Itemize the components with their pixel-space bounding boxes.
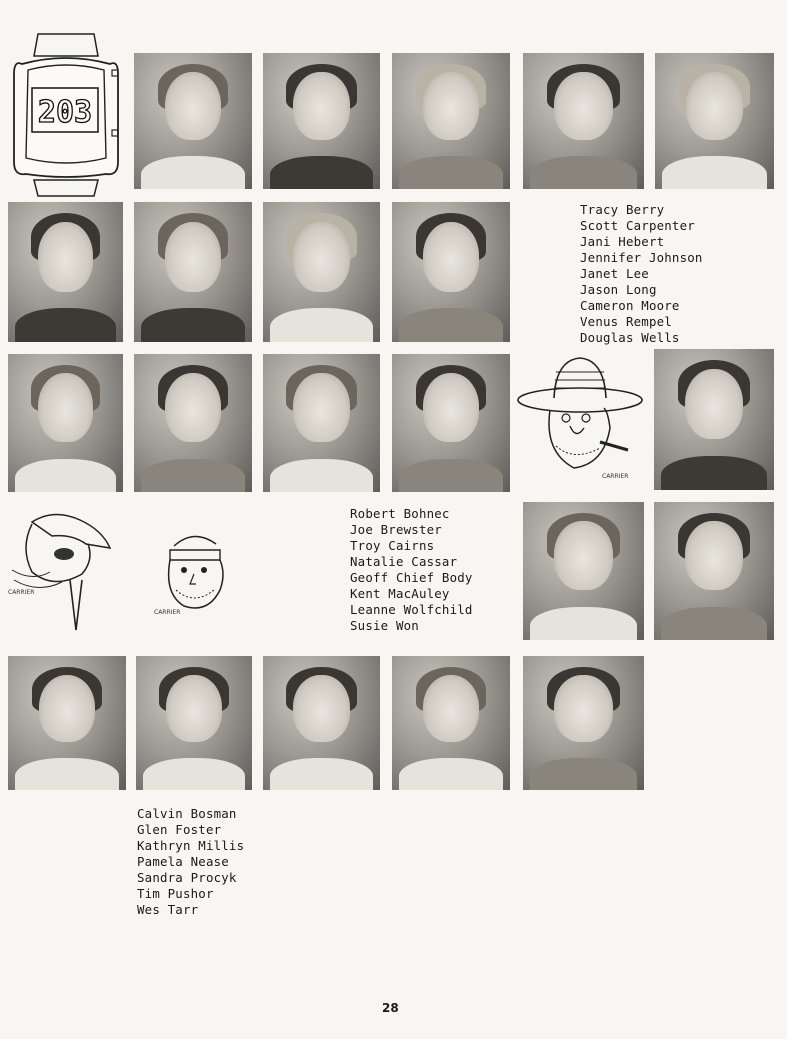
student-name: Natalie Cassar [350, 554, 458, 569]
student-name: Robert Bohnec [350, 506, 450, 521]
cartoon-sombrero-sketch [514, 352, 648, 486]
student-photo [654, 502, 774, 640]
artist-signature: CARRIER [602, 473, 629, 480]
student-name: Jason Long [580, 282, 657, 297]
student-name: Glen Foster [137, 822, 222, 837]
student-name: Troy Cairns [350, 538, 435, 553]
student-photo [134, 53, 252, 189]
student-photo [392, 202, 510, 342]
student-photo [392, 53, 510, 189]
student-name: Cameron Moore [580, 298, 680, 313]
student-photo [134, 202, 252, 342]
student-photo [263, 354, 380, 492]
student-photo [134, 354, 252, 492]
student-name: Venus Rempel [580, 314, 672, 329]
student-photo [654, 349, 774, 490]
student-name: Joe Brewster [350, 522, 442, 537]
page-number: 28 [382, 1001, 399, 1015]
artist-signature: CARRIER [154, 609, 181, 616]
student-name: Leanne Wolfchild [350, 602, 473, 617]
cartoon-headband-sketch [150, 520, 238, 620]
student-photo [655, 53, 774, 189]
student-name: Jani Hebert [580, 234, 665, 249]
student-name: Scott Carpenter [580, 218, 695, 233]
student-photo [263, 656, 380, 790]
student-name: Sandra Procyk [137, 870, 237, 885]
student-photo [136, 656, 252, 790]
student-name: Tracy Berry [580, 202, 665, 217]
student-photo [392, 354, 510, 492]
student-name: Jennifer Johnson [580, 250, 703, 265]
artist-signature: CARRIER [8, 589, 35, 596]
name-list-group-a [580, 202, 703, 346]
student-name: Kathryn Millis [137, 838, 245, 853]
student-photo [8, 354, 123, 492]
watch-sketch [8, 30, 126, 200]
student-name: Geoff Chief Body [350, 570, 473, 585]
student-name: Susie Won [350, 618, 419, 633]
watch-display: 203 [37, 95, 93, 130]
student-photo [263, 202, 380, 342]
student-photo [392, 656, 510, 790]
student-name: Calvin Bosman [137, 806, 237, 821]
student-name: Kent MacAuley [350, 586, 450, 601]
student-name: Douglas Wells [580, 330, 680, 345]
student-name: Wes Tarr [137, 902, 199, 917]
student-photo [523, 502, 644, 640]
student-photo [263, 53, 380, 189]
student-name: Janet Lee [580, 266, 649, 281]
cartoon-cap-sketch [2, 508, 116, 634]
student-photo [523, 53, 644, 189]
name-list-group-c [137, 806, 244, 918]
name-list-group-b [350, 506, 473, 634]
student-photo [8, 202, 123, 342]
student-name: Tim Pushor [137, 886, 214, 901]
student-photo [8, 656, 126, 790]
student-photo [523, 656, 644, 790]
student-name: Pamela Nease [137, 854, 229, 869]
